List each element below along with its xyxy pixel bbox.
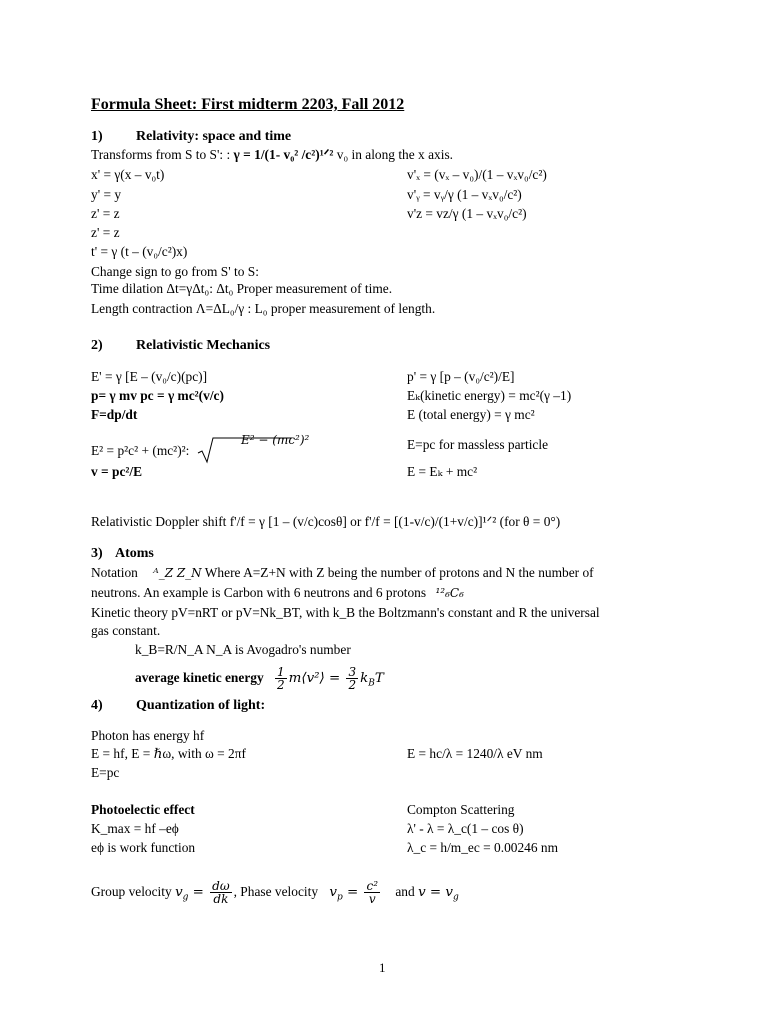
eq-kmax: K_max = hf –eϕ: [91, 821, 179, 836]
velocity-equality: $v = v_g$: [418, 885, 459, 903]
eq-vx: v'ₓ = (vₓ – v₀)/(1 – vₓv₀/c²): [407, 167, 547, 182]
sqrt-radicand: E² − (mc²)²: [241, 433, 310, 447]
change-sign-note: Change sign to go from S' to S:: [91, 264, 259, 279]
eq-energy-momentum: E² = p²c² + (mc²)²: E² − (mc²)²: [91, 436, 293, 468]
eq-energy-sum: E = Eₖ + mc²: [407, 464, 478, 479]
carbon-example: neutrons. An example is Carbon with 6 neutrons and 6 protons ¹²₆C₆: [91, 585, 464, 600]
eq-photon-wavelength: E = hc/λ = 1240/λ eV nm: [407, 746, 543, 761]
nuclide-notation: ᴬ_Z Z_N: [153, 566, 202, 580]
eq-x: x' = γ(x – v₀t): [91, 167, 165, 182]
eq-force: F=dp/dt: [91, 407, 138, 422]
kinetic-theory: Kinetic theory pV=nRT or pV=Nk_BT, with k_B the Boltzmann's constant and R the universal: [91, 605, 600, 620]
eq-z: z' = z: [91, 206, 120, 221]
eq-compton-shift: λ' - λ = λ_c(1 – cos θ): [407, 821, 524, 836]
eq-momentum: p= γ mv pc = γ mc²(v/c): [91, 388, 224, 403]
section-title: Atoms: [115, 546, 154, 561]
photon-energy: Photon has energy hf: [91, 728, 205, 743]
photoelectric-title: Photoelectic effect: [91, 802, 195, 817]
eq-y: y' = y: [91, 187, 122, 202]
work-function-note: eϕ is work function: [91, 840, 196, 855]
eq-vz: v'z = vz/γ (1 – vₓv₀/c²): [407, 206, 527, 221]
eq-velocity: v = pc²/E: [91, 464, 143, 479]
length-contraction: Length contraction Λ=ΔL₀/γ : L₀ proper measurement of length.: [91, 301, 436, 316]
eq-total-energy: E (total energy) = γ mc²: [407, 407, 535, 422]
phase-velocity-formula: $v_p$ = $\frac{\text{c²}}{v}$: [329, 879, 378, 906]
eq-energy-transform: E' = γ [E – (v₀/c)(pc)]: [91, 369, 208, 384]
gamma-formula: γ = 1/(1- v₀² /c²)¹ᐟ²: [233, 147, 334, 162]
page-number: 1: [379, 960, 386, 975]
doppler-shift: Relativistic Doppler shift f'/f = γ [1 – (v/c)cosθ] or f'/f = [(1-v/c)/(1+v/c)]¹ᐟ² (for θ = 0°): [91, 514, 561, 529]
eq-z2: z' = z: [91, 225, 120, 240]
avg-kinetic-energy: average kinetic energy $\frac{1}{2}$ m⟨v²⟩ = $\frac{3}{2}$ $k_BT$: [135, 665, 384, 692]
velocity-line: Group velocity $v_g$ = $\frac{d\omega}{dk}$ , Phase velocity $v_p$ = $\frac{\text{c²}}{v}$ and $v = v_g$: [91, 879, 459, 906]
time-dilation: Time dilation Δt=γΔt₀: Δt₀ Proper measurement of time.: [91, 281, 393, 296]
group-velocity-formula: $v_g$ = $\frac{d\omega}{dk}$: [175, 879, 230, 906]
eq-massless: E=pc for massless particle: [407, 437, 549, 452]
eq-t: t' = γ (t – (v₀/c²)x): [91, 244, 188, 259]
page-title: Formula Sheet: First midterm 2203, Fall 2012: [91, 96, 405, 113]
boltzmann-relation: k_B=R/N_A N_A is Avogadro's number: [135, 642, 351, 657]
avg-ke-formula: $\frac{1}{2}$ m⟨v²⟩ = $\frac{3}{2}$ $k_BT$: [277, 665, 384, 692]
eq-vy: v'ᵧ = vᵧ/γ (1 – vₓv₀/c²): [407, 187, 522, 202]
section-number: 3): [91, 546, 103, 561]
transforms-line: Transforms from S to S': : γ = 1/(1- v₀² /c²)¹ᐟ² v₀ in along the x axis.: [91, 147, 454, 162]
eq-photon-momentum: E=pc: [91, 765, 120, 780]
eq-compton-wavelength: λ_c = h/m_ec = 0.00246 nm: [407, 840, 559, 855]
section-number: 4): [91, 698, 103, 713]
section-title: Relativity: space and time: [136, 129, 292, 144]
eq-kinetic-energy: Eₖ(kinetic energy) = mc²(γ –1): [407, 388, 572, 403]
section-number: 1): [91, 129, 103, 144]
section-title: Relativistic Mechanics: [136, 338, 271, 353]
eq-photon-energy: E = hf, E = ℏω, with ω = 2πf: [91, 746, 246, 761]
compton-title: Compton Scattering: [407, 802, 515, 817]
notation-line: Notation ᴬ_Z Z_N Where A=Z+N with Z being the number of protons and N the number of: [91, 565, 594, 580]
gas-constant: gas constant.: [91, 623, 161, 638]
section-number: 2): [91, 338, 103, 353]
eq-momentum-transform: p' = γ [p – (v₀/c²)/E]: [407, 369, 515, 384]
carbon-symbol: ¹²₆C₆: [435, 586, 464, 600]
section-title: Quantization of light:: [136, 698, 266, 713]
